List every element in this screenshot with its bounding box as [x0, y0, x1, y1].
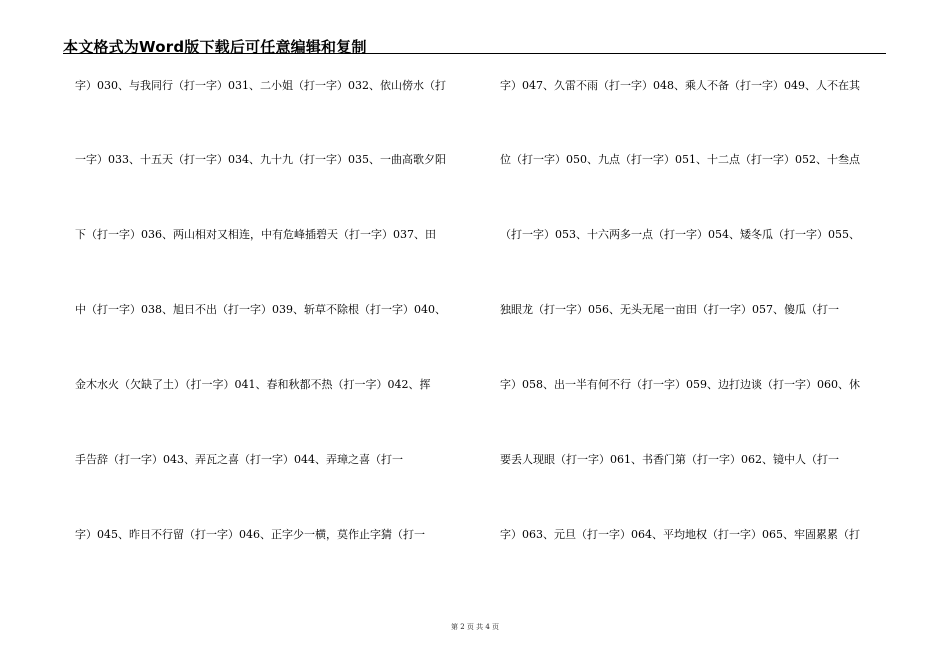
text-line: 独眼龙（打一字）056、无头无尾一亩田（打一字）057、傻瓜（打一	[500, 303, 839, 316]
text-line: 下（打一字）036、两山相对又相连，中有危峰插碧天（打一字）037、田	[75, 228, 436, 241]
text-line: 位（打一字）050、九点（打一字）051、十二点（打一字）052、十叁点	[500, 153, 860, 166]
text-line: 字）030、与我同行（打一字）031、二小姐（打一字）032、依山傍水（打	[75, 79, 446, 92]
text-line: 手告辞（打一字）043、弄瓦之喜（打一字）044、弄璋之喜（打一	[75, 453, 403, 466]
text-line: 金木水火（欠缺了土）（打一字）041、春和秋都不热（打一字）042、挥	[75, 378, 431, 391]
page-footer: 第 2 页 共 4 页	[450, 623, 500, 631]
text-line: 字）045、昨日不行留（打一字）046、正字少一横，莫作止字猜（打一	[75, 528, 425, 541]
header-rule	[63, 53, 886, 54]
text-line: 字）047、久雷不雨（打一字）048、乘人不备（打一字）049、人不在其	[500, 79, 860, 92]
text-line: 中（打一字）038、旭日不出（打一字）039、斩草不除根（打一字）040、	[75, 303, 446, 316]
text-line: （打一字）053、十六两多一点（打一字）054、矮冬瓜（打一字）055、	[500, 228, 860, 241]
text-line: 要丢人现眼（打一字）061、书香门第（打一字）062、镜中人（打一	[500, 453, 839, 466]
text-line: 一字）033、十五天（打一字）034、九十九（打一字）035、一曲高歌夕阳	[75, 153, 446, 166]
text-line: 字）058、出一半有何不行（打一字）059、边打边谈（打一字）060、休	[500, 378, 860, 391]
text-line: 字）063、元旦（打一字）064、平均地权（打一字）065、牢固累累（打	[500, 528, 860, 541]
header-title: 本文格式为Word版下载后可任意编辑和复制	[63, 38, 367, 56]
